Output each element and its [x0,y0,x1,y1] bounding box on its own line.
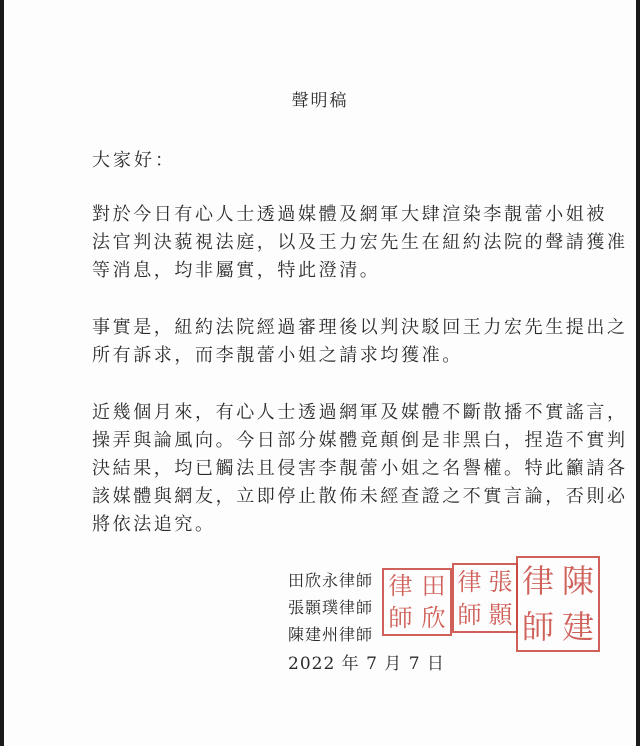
seal-char: 師 [388,604,413,632]
seal-char: 律 [388,572,413,600]
paragraph-3-line: 將依法追究。 [92,514,216,535]
seal-char: 建 [561,608,594,646]
paragraph-2-line: 事實是，紐約法院經過審理後以判決駁回王力宏先生提出之 [92,317,628,338]
greeting: 大家好： [92,150,176,171]
seal-stamp [452,563,518,633]
seal-char: 律 [457,567,482,596]
seal-char: 師 [457,600,482,629]
seal-char: 顥 [488,600,513,629]
paragraph-3-line: 近幾個月來，有心人士透過網軍及媒體不斷散播不實謠言， [92,402,628,423]
paragraph-3-line: 操弄與論風向。今日部分媒體竟顛倒是非黑白，捏造不實判 [92,430,628,451]
seal-stamp [516,556,600,652]
document-title: 聲明稿 [291,91,349,111]
paragraph-1-line: 法官判決藐視法庭，以及王力宏先生在紐約法院的聲請獲准 [92,232,628,253]
seal-char: 田 [421,572,446,600]
document-date: 2022 年 7 月 7 日 [288,654,445,674]
signatory: 田欣永律師 [288,571,374,590]
paragraph-2-line: 所有訴求，而李靚蕾小姐之請求均獲准。 [92,345,463,366]
seal-char: 欣 [421,604,446,632]
paragraph-1-line: 等消息，均非屬實，特此澄清。 [92,260,381,281]
signatory: 張顥璞律師 [288,598,374,617]
seal-char: 律 [521,562,554,600]
seal-stamp [382,568,452,636]
paragraph-3-line: 決結果，均已觸法且侵害李靚蕾小姐之名譽權。特此籲請各 [92,458,628,479]
seal-char: 陳 [561,562,594,600]
seal-char: 師 [521,608,554,646]
paragraph-1-line: 對於今日有心人士透過媒體及網軍大肆渲染李靚蕾小姐被 [92,204,607,225]
seal-char: 張 [488,567,513,596]
paragraph-3-line: 該媒體與網友，立即停止散佈未經查證之不實言論，否則必 [92,486,628,507]
signatory: 陳建州律師 [288,625,374,644]
document-page [4,0,636,746]
